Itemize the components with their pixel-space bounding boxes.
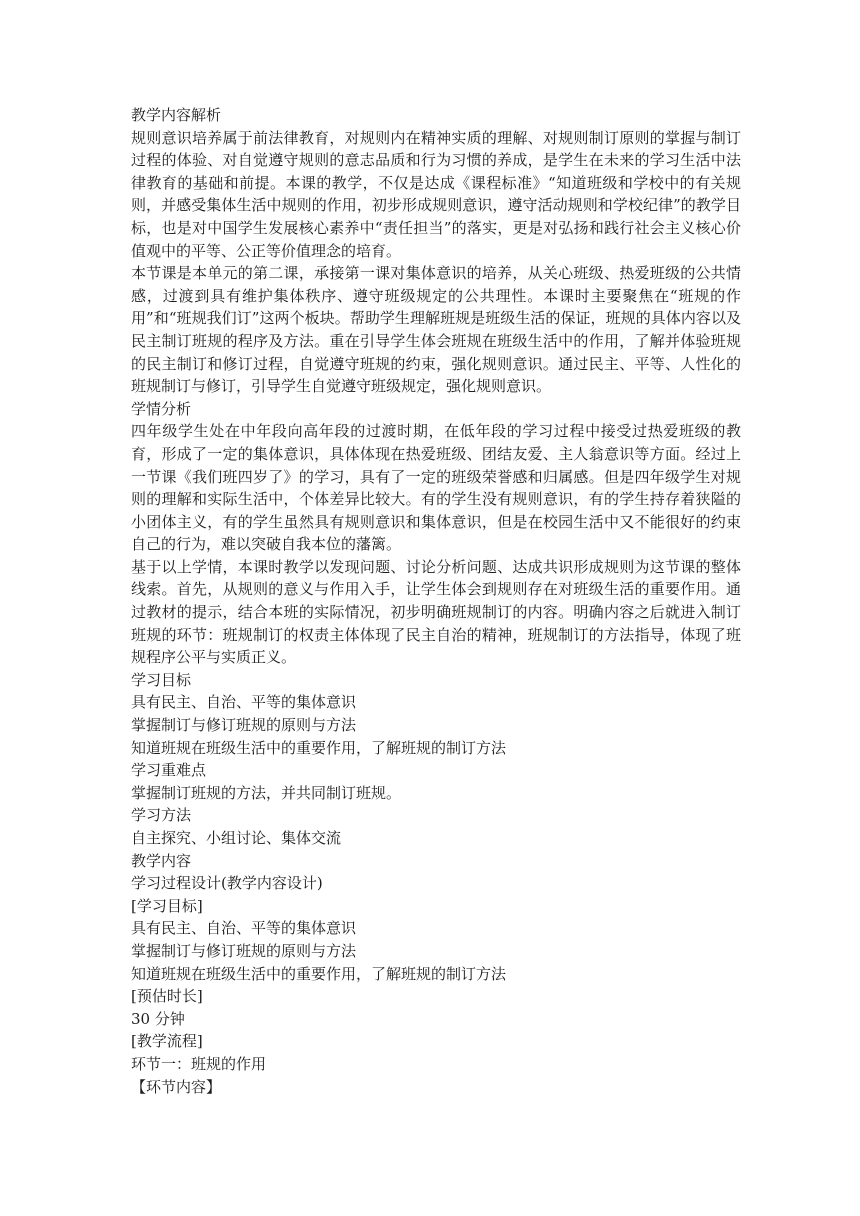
- heading-key-points: 学习重难点: [131, 761, 207, 780]
- paragraph-content-analysis-2: 本节课是本单元的第二课，承接第一课对集体意识的培养，从关心班级、热爱班级的公共情感，过渡到具有维护集体秩序、遵守班级规定的公共理性。本课时主要聚焦在“班规的作用”和“班规我们订”这两个板块。帮助学生理解班规是班级生活的保证，班规的具体内容以及民主制订班规的程序及方法。重在引导学生体会班规在班级生活中的作用，了解并体验班规的民主制订和修订过程，自觉遵守班规的约束，强化规则意识。通过民主、平等、人性化的班规制订与修订，引导学生自觉遵守班级规定，强化规则意识。: [131, 264, 741, 396]
- objective-item: 知道班规在班级生活中的重要作用，了解班规的制订方法: [131, 738, 507, 757]
- paragraph-content-analysis-1: 规则意识培养属于前法律教育，对规则内在精神实质的理解、对规则制订原则的掌握与制订过程的体验、对自觉遵守规则的意志品质和行为习惯的养成，是学生在未来的学习生活中法律教育的基础和前提。本课的教学，不仅是达成《课程标准》“知道班级和学校中的有关规则，并感受集体生活中规则的作用，初步形成规则意识，遵守活动规则和学校纪律”的教学目标，也是对中国学生发展核心素养中“责任担当”的落实，更是对弘扬和践行社会主义核心价值观中的平等、公正等价值理念的培育。: [131, 128, 741, 260]
- paragraph-learner-analysis-2: 基于以上学情，本课时教学以发现问题、讨论分析问题、达成共识形成规则为这节课的整体线索。首先，从规则的意义与作用入手，让学生体会到规则存在对班级生活的重要作用。通过教材的提示，结合本班的实际情况，初步明确班规制订的内容。明确内容之后就进入制订班规的环节：班规制订的权责主体体现了民主自治的精神，班规制订的方法指导，体现了班规程序公平与实质正义。: [131, 557, 741, 667]
- heading-learner-analysis: 学情分析: [131, 399, 192, 418]
- duration-value: 30 分钟: [131, 1009, 185, 1028]
- tag-learning-objectives: [学习目标]: [131, 896, 203, 915]
- tag-estimated-duration: [预估时长]: [131, 987, 203, 1006]
- key-point-text: 掌握制订班规的方法，并共同制订班规。: [131, 783, 402, 802]
- paragraph-learner-analysis-1: 四年级学生处在中年段向高年段的过渡时期，在低年段的学习过程中接受过热爱班级的教育，形成了一定的集体意识，具体体现在热爱班级、团结友爱、主人翁意识等方面。经过上一节课《我们班四岁了》的学习，具有了一定的班级荣誉感和归属感。但是四年级学生对规则的理解和实际生活中，个体差异比较大。有的学生没有规则意识，有的学生持存着狭隘的小团体主义，有的学生虽然具有规则意识和集体意识，但是在校园生活中又不能很好的约束自己的行为，难以突破自我本位的藩篱。: [131, 422, 741, 554]
- tag-teaching-flow: [教学流程]: [131, 1032, 203, 1051]
- step-content-label: 【环节内容】: [131, 1077, 222, 1096]
- objective-item: 掌握制订与修订班规的原则与方法: [131, 716, 357, 735]
- objective-item: 具有民主、自治、平等的集体意识: [131, 693, 357, 712]
- objective-item: 具有民主、自治、平等的集体意识: [131, 919, 357, 938]
- learning-methods-text: 自主探究、小组讨论、集体交流: [131, 829, 342, 847]
- process-design-title: 学习过程设计(教学内容设计): [131, 874, 323, 893]
- heading-teaching-content: 教学内容: [131, 851, 192, 870]
- heading-learning-methods: 学习方法: [131, 806, 192, 825]
- objective-item: 掌握制订与修订班规的原则与方法: [131, 941, 357, 960]
- heading-learning-objectives: 学习目标: [131, 670, 192, 689]
- document-page: [131, 104, 741, 1098]
- step-one-title: 环节一：班规的作用: [131, 1054, 267, 1073]
- heading-content-analysis: 教学内容解析: [131, 106, 222, 124]
- objective-item: 知道班规在班级生活中的重要作用，了解班规的制订方法: [131, 964, 507, 983]
